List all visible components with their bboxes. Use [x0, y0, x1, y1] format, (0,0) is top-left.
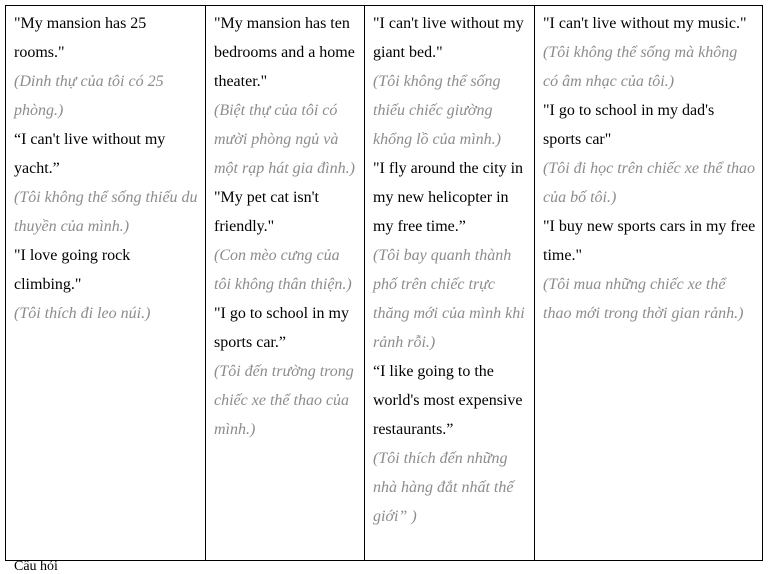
table-cell-4	[535, 6, 763, 561]
quote-translation: (Tôi thích đi leo núi.)	[14, 305, 151, 322]
table-row	[6, 6, 763, 561]
table-cell-1	[6, 6, 206, 561]
quote-translation: (Tôi không thể sống thiếu chiếc giường khổng lồ của mình.)	[373, 73, 501, 148]
quote-en: "I can't live without my giant bed."	[373, 15, 524, 61]
quote-translation: (Tôi mua những chiếc xe thể thao mới trong thời gian rảnh.)	[543, 276, 744, 322]
table-cell-3	[365, 6, 535, 561]
quote-en: “I can't live without my yacht.”	[14, 131, 166, 177]
quote-en: “I like going to the world's most expensive restaurants.”	[373, 363, 523, 438]
quote-en: "My pet cat isn't friendly."	[214, 189, 319, 235]
quote-translation: (Tôi không thể sống thiếu du thuyền của mình.)	[14, 189, 198, 235]
quote-en: "I go to school in my sports car.”	[214, 305, 349, 351]
quote-en: "I buy new sports cars in my free time."	[543, 218, 756, 264]
quote-translation: (Tôi bay quanh thành phố trên chiếc trực thăng mới của mình khi rảnh rỗi.)	[373, 247, 525, 351]
table-cell-2	[206, 6, 365, 561]
quote-en: "I love going rock climbing."	[14, 247, 131, 293]
quote-en: "My mansion has 25 rooms."	[14, 15, 147, 61]
quote-en: "I go to school in my dad's sports car"	[543, 102, 715, 148]
quote-en: "My mansion has ten bedrooms and a home theater."	[214, 15, 355, 90]
quote-translation: (Biệt thự của tôi có mười phòng ngủ và một rạp hát gia đình.)	[214, 102, 355, 177]
quote-translation: (Tôi không thể sống mà không có âm nhạc của tôi.)	[543, 44, 738, 90]
quote-en: "I fly around the city in my new helicopter in my free time.”	[373, 160, 524, 235]
quote-en: "I can't live without my music."	[543, 15, 747, 32]
quote-translation: (Dinh thự của tôi có 25 phòng.)	[14, 73, 164, 119]
quote-translation: (Con mèo cưng của tôi không thân thiện.)	[214, 247, 352, 293]
quotes-table	[5, 5, 763, 561]
quote-translation: (Tôi đi học trên chiếc xe thể thao của bố tôi.)	[543, 160, 755, 206]
quote-translation: (Tôi thích đến những nhà hàng đắt nhất thế giới” )	[373, 450, 514, 525]
cut-off-text: Câu hỏi	[14, 559, 58, 574]
quote-translation: (Tôi đến trường trong chiếc xe thể thao của mình.)	[214, 363, 354, 438]
